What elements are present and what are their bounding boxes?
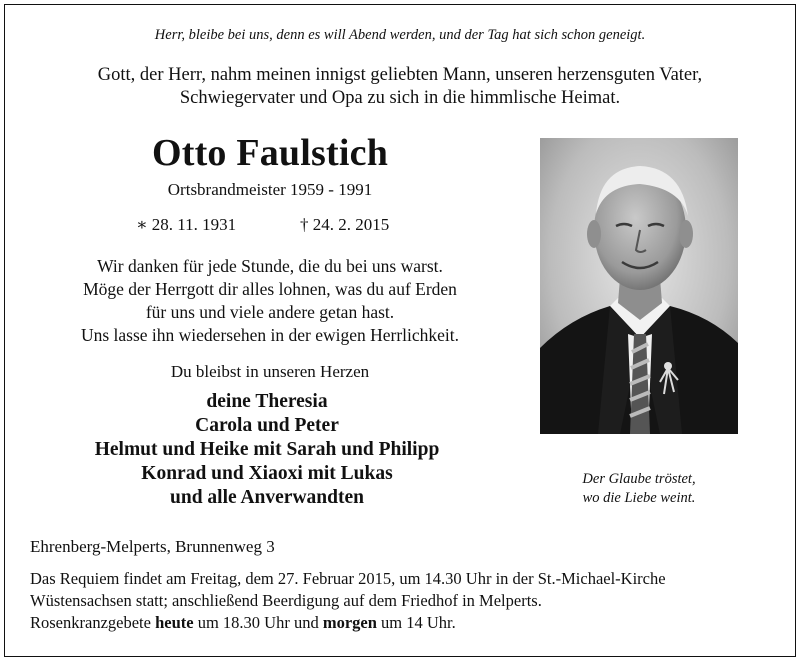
- requiem-today: heute: [155, 613, 194, 632]
- portrait-illustration: [540, 138, 738, 434]
- poem-line: Möge der Herrgott dir alles lohnen, was du auf Erden: [83, 279, 457, 299]
- family-line: und alle Anverwandten: [170, 487, 364, 508]
- deceased-role: Ortsbrandmeister 1959 - 1991: [167, 180, 373, 199]
- intro-line: Gott, der Herr, nahm meinen innigst geliebten Mann, unseren herzensguten Vater,: [97, 65, 703, 85]
- in-hearts-text: Du bleibst in unseren Herzen: [170, 362, 370, 381]
- photo-caption: [540, 470, 738, 508]
- family-list: [0, 390, 534, 510]
- caption-line: Der Glaube tröstet,: [582, 471, 696, 487]
- deceased-name: Otto Faulstich: [151, 132, 389, 174]
- birth-date: ∗ 28. 11. 1931: [136, 215, 237, 234]
- poem-line: Wir danken für jede Stunde, die du bei uns warst.: [97, 256, 443, 276]
- requiem-line: Das Requiem findet am Freitag, dem 27. Februar 2015, um 14.30 Uhr in der St.-Michael-Kirche: [30, 569, 666, 588]
- requiem-line: [30, 612, 666, 634]
- poem: [0, 255, 540, 347]
- requiem-tomorrow: morgen: [322, 613, 377, 632]
- poem-line: Uns lasse ihn wiedersehen in der ewigen Herrlichkeit.: [80, 325, 460, 345]
- requiem-text: Rosenkranzgebete: [30, 613, 156, 632]
- poem-line: für uns und viele andere getan hast.: [145, 302, 395, 322]
- caption-line: wo die Liebe weint.: [582, 490, 696, 506]
- family-line: Helmut und Heike mit Sarah und Philipp: [94, 439, 440, 460]
- requiem-line: Wüstensachsen statt; anschließend Beerdigung auf dem Friedhof in Melperts.: [30, 591, 542, 610]
- requiem-text: um 14 Uhr.: [376, 613, 456, 632]
- intro-line: Schwiegervater und Opa zu sich in die himmlische Heimat.: [179, 88, 621, 108]
- portrait-photo: [540, 138, 738, 434]
- family-line: Konrad und Xiaoxi mit Lukas: [141, 463, 393, 484]
- bible-motto: Herr, bleibe bei uns, denn es will Abend werden, und der Tag hat sich schon geneigt.: [154, 27, 646, 43]
- family-line: deine Theresia: [206, 391, 328, 412]
- requiem-info: [30, 568, 666, 634]
- requiem-text: um 18.30 Uhr und: [193, 613, 323, 632]
- intro-text: [0, 64, 800, 110]
- family-line: Carola und Peter: [195, 415, 339, 436]
- address: Ehrenberg-Melperts, Brunnenweg 3: [30, 537, 275, 556]
- death-date: † 24. 2. 2015: [300, 215, 390, 234]
